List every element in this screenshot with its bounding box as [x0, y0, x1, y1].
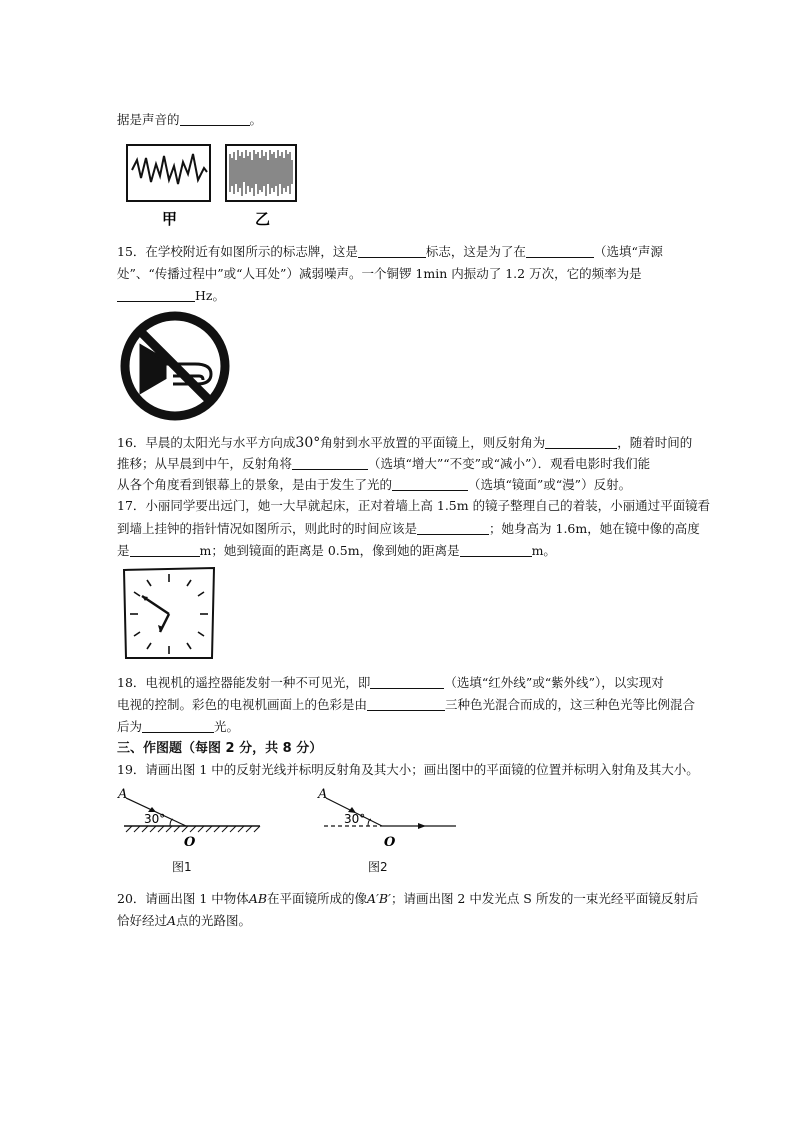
q15-line3: Hz。: [117, 288, 225, 304]
q16-line3: 从各个角度看到银幕上的景象，是由于发生了光的 （选填“镜面”或“漫”）反射。: [117, 477, 632, 492]
fig1-point-a: A: [118, 787, 128, 802]
q18-line1: 18．电视机的遥控器能发射一种不可见光，即 （选填“红外线”或“紫外线”），以实现对: [117, 675, 664, 690]
q17-line2: 到墙上挂钟的指针情况如图所示，则此时的时间应该是 ；她身高为 1.6m，她在镜中像的高度: [117, 521, 700, 536]
waveform-jia: [132, 154, 207, 184]
q14-blank: [180, 113, 250, 126]
q19-figure-2: [316, 786, 462, 850]
q19-figure-1: [116, 786, 266, 850]
q18-blank1: [370, 676, 444, 689]
fig1-angle-label: 30°: [144, 812, 166, 826]
q15-blank1: [358, 245, 426, 258]
q16-line2: 推移；从早晨到中午，反射角将 （选填“增大”“不变”或“减小”）．观看电影时我们能: [117, 456, 651, 471]
mirror-clock: [120, 566, 218, 662]
q16-blank2: [292, 457, 368, 470]
fig1-caption: 图1: [172, 860, 192, 874]
waveform-label-yi: 乙: [255, 210, 271, 228]
q19-text: 19．请画出图 1 中的反射光线并标明反射角及其大小；画出图中的平面镜的位置并标明入射角及其大小。: [117, 762, 699, 777]
waveform-figure: [122, 140, 312, 230]
q18-blank2: [367, 698, 445, 711]
q17-blank3: [460, 544, 532, 557]
no-horn-sign: [117, 306, 233, 426]
fig2-origin-o: O: [384, 835, 396, 850]
q17-blank1: [417, 522, 489, 535]
q15-blank3: [117, 289, 195, 302]
fig2-caption: 图2: [368, 860, 388, 874]
fig1-mirror-hatch: [126, 826, 260, 832]
q14-tail-text: 据是声音的: [117, 112, 180, 127]
q17-blank2: [130, 544, 200, 557]
q20-line1: 20．请画出图 1 中物体AB在平面镜所成的像A′B′；请画出图 2 中发光点 S 所发的一束光经平面镜反射后: [117, 891, 699, 906]
fig2-reflected-arrow: [418, 823, 426, 829]
q15-line1: 15．在学校附近有如图所示的标志牌，这是 标志，这是为了在 （选填“声源: [117, 244, 663, 259]
fig2-point-a: A: [318, 787, 328, 802]
q17-line3: 是 m；她到镜面的距离是 0.5m，像到她的距离是 m。: [117, 543, 556, 558]
waveform-label-jia: 甲: [162, 210, 178, 228]
q20-line2: 恰好经过A点的光路图。: [117, 913, 252, 928]
q15-blank2: [526, 245, 594, 258]
q17-line1: 17．小丽同学要出远门，她一大早就起床，正对着墙上高 1.5m 的镜子整理自己的着装，小丽通过平面镜看: [117, 498, 711, 513]
q16-line1: 16．早晨的太阳光与水平方向成30°角射到水平放置的平面镜上，则反射角为 ，随着时间的: [117, 435, 693, 451]
q16-blank1: [545, 436, 617, 449]
fig2-angle-label: 30°: [344, 812, 366, 826]
fig1-origin-o: O: [184, 835, 196, 850]
q15-line2: 处”、“传播过程中”或“人耳处”）减弱噪声。一个铜锣 1min 内振动了 1.2 万次，它的频率为是: [117, 266, 642, 281]
section-3-heading: 三、作图题（每图 2 分，共 8 分）: [117, 741, 323, 756]
q18-line3: 后为 光。: [117, 719, 240, 734]
q16-blank3: [392, 478, 468, 491]
waveform-yi: [230, 150, 292, 196]
q18-line2: 电视的控制。彩色的电视机画面上的色彩是由 三种色光混合而成的，这三种色光等比例混合: [117, 697, 696, 712]
q14-tail-line: 据是声音的 。: [117, 112, 263, 127]
q18-blank3: [142, 720, 214, 733]
